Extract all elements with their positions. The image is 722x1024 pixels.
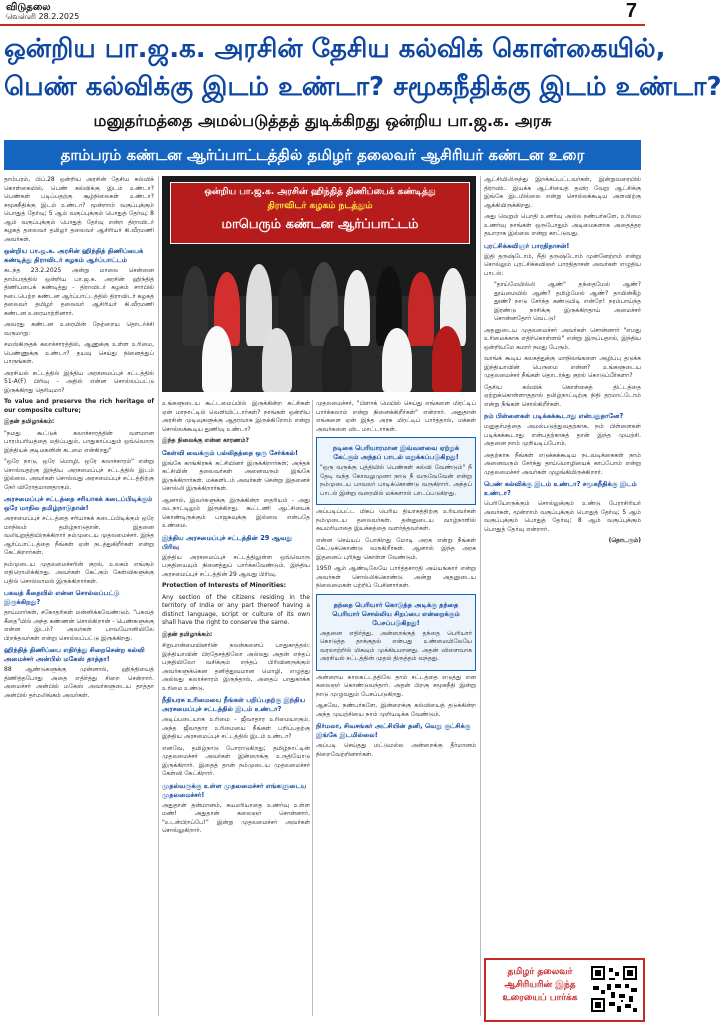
qr-line-2: ஆசிரியரின் இந்த — [504, 980, 576, 990]
box-text: அதனை எதிர்த்து, அன்றைக்குத் தந்தை பெரியார் கொடுத்த தாக்குதல் என்பது உண்மையிலேயே வரலாற்றில் மிகவும் முக்கியமானது. அதன் விளைவாக அரசியல் சட்டத்தின் முதல் திருத்தம் வந்தது. — [320, 629, 472, 662]
qr-code-icon[interactable] — [589, 964, 639, 1014]
subheading: நம் பிள்ளைகள் படிக்கக்கூடாது என்பதுதானே? — [484, 412, 624, 420]
paragraph: அன்றைய காலகட்டத்திலே தாம் சட்டத்தை எடுத்து என கலைஞர் கொண்டுவந்தார். அதன் பிறகு சமூகநீதி இன்று நாடு முழுவதும் பேசப்படுகிறது. — [316, 673, 476, 698]
column-2 — [162, 400, 310, 1016]
paragraph: "ஒரே நாடு, ஒரே மொழி, ஒரே கலாச்சாரம்" என்று சொல்வதற்கு இந்திய அரசமைப்புச் சட்டத்தில் இடம் இல்லை. அவர்கள் சொல்வது அரசமைப்புச் சட்டத்திற்கு நேர் விரோதமானதாகும். — [4, 458, 154, 491]
subheading: பெண் கல்விக்கு இடம் உண்டா? சமூகநீதிக்கு இடம் உண்டா? — [484, 480, 637, 497]
paragraph: அப்படி செய்தது மட்டுமல்ல அன்றைக்கு தீர்மானம் நிறைவேற்றினார்கள். — [316, 742, 476, 758]
column-divider — [158, 176, 159, 1016]
subheading: கேள்வி வைக்கும் பல்லிதத்தை ஒரு சேர்க்கல்! — [162, 448, 298, 457]
headline-line-1: ஒன்றிய பா.ஜ.க. அரசின் தேசிய கல்விக் கொள்கையில், — [4, 34, 666, 64]
paragraph: முதலமைச்சர், "பிளாக் மெயில் செய்து எங்களை மிரட்டிப் பார்க்கலாம் என்று நினைக்கிறீர்கள்" என்றார். அதுதான் எங்களை ஏன் இந்த அரசு மிரட்டிப் பார்த்தால், மக்கள் அவர்களை விட மாட்டார்கள். — [316, 400, 476, 433]
section-banner: தாம்பரம் கண்டன ஆர்ப்பாட்டத்தில் தமிழர் தலைவர் ஆசிரியர் கண்டன உரை — [4, 140, 641, 170]
photo-banner-line-1: ஒன்றிய பா.ஜ.க. அரசின் ஹிந்தித் திணிப்பைக் கண்டித்து — [204, 187, 436, 197]
paragraph: அதுதான் தன்மானம், சுயமரியாதை உணர்வு உள்ள மண்! அதுதான் கலைஞர் சொன்னார், "உடன்பிறப்பே!" இன்று முதலமைச்சர் அவர்கள் சொல்லுகிறார். — [162, 801, 310, 834]
sub-headline: மனுதர்மத்தை அமல்படுத்தத் துடிக்கிறது ஒன்றிய பா.ஜ.க. அரசு — [93, 111, 552, 130]
photo-banner — [170, 182, 470, 244]
paragraph: ஆனால், இவர்களுக்கு இருக்கின்ற தைரியம் - அது வடநாட்டிலும் இருக்கிறது. கூட்டணி ஆட்சியைக் கொண்டிருக்கும் பாஜகவுக்கு இல்லை என்பதே உண்மை. — [162, 496, 310, 529]
paragraph: ஆகவே, நண்பர்களே, இன்றைக்கு கல்வியைத் தடுக்கின்ற அந்த முயற்சியை நாம் முறியடிக்க வேண்டும். — [316, 702, 476, 718]
person — [262, 328, 292, 392]
person — [182, 266, 208, 346]
subheading: பகவத் கீதையில் என்ன சொல்லப்பட்டு இருக்கிறது? — [4, 589, 120, 606]
person — [408, 272, 434, 346]
continued-label: (தொடரும்) — [608, 537, 641, 544]
page-number: 7 — [625, 0, 637, 22]
paragraph: நம்முடைய முதலமைச்சரின் குரல், உலகம் எங்கும் எதிரொலிக்கிறது. அவர்கள் கேட்கும் கேள்விகளுக்கு பதில் சொல்லாமல் இருக்கிறார்கள். — [4, 560, 154, 585]
paragraph: "நமது கூட்டுக் கலாச்சாரத்தின் வளமான பாரம்பரியத்தை மதிப்பதும், பாதுகாப்பதும் ஒவ்வொரு இந்தியக் குடிமகனின் கடமை என்கிறது" — [4, 429, 154, 454]
paragraph: வாங்க் கூடிய கலகத்துக்கு மாநிலங்களை அழிப்பு தடுக்க இந்தியாவின் பெருமை என்ன? உங்களுடைய முதலமைச்சர் நீங்கள் தொடர்ந்து குரல் கொடுப்பீர்களா? — [484, 355, 641, 379]
column-divider — [480, 176, 481, 1016]
highlight-box — [316, 437, 476, 505]
paragraph: இந்த நிலைக்கு என்ன காரணம்? — [162, 437, 249, 444]
paragraph: என்ன செய்யப் போகிறது மோடி அரசு என்று நீங்கள் கேட்டுக்கொண்டு வருகிறீர்கள். ஆனால் இந்த அரசு இதனைப் புரிந்து கொள்ள வேண்டும். — [316, 536, 476, 561]
subheading: அரசமைப்புச் சட்டத்தை சரியாகக் கடைப்பிடிக்கும் ஒரே மாநில தமிழ்நாடுதான்! — [4, 495, 153, 512]
paragraph: ஆட்சியிலிருந்து இறக்கப்பட்டவர்கள், இன்றுவரையில் திராவிட இயக்க ஆட்சியைத் தவிர வேறு ஆட்சிக்கு இங்கே இடமில்லை என்று சொல்லக்கூடிய அளவிற்கு ஆக்கியிருக்கிறது. — [484, 176, 641, 209]
paragraph: அவரது கண்டன உரையின் நேற்றைய தொடர்ச்சி வருமாறு: — [4, 321, 154, 337]
paragraph: தேசிய கல்விக் கொள்கைத் திட்டத்தை ஏற்றுக்கொள்ளாததால் தமிழ்நாட்டிற்கு நிதி தரமாட்டோம் என்று நீங்கள் சொல்கிறீர்கள். — [484, 383, 641, 408]
subheading: ஒன்றிய பா.ஜ.க. அரசின் ஹிந்தித் திணிப்பைக் கண்டித்து திராவிடர் கழகம் ஆர்ப்பாட்டம் — [4, 247, 144, 264]
english-quote: Any section of the citizens residing in the territory of India or any part thereof having a distinct language, script or culture of its own shall have the right to conserve the same. — [162, 593, 310, 626]
box-title: தந்தை பெரியார் கொடுத்த அடிக்கு தந்தை பெரியார் சொல்லிய சிறப்பை என்றைக்கும் பேசப்படுகிறது! — [332, 600, 460, 627]
column-divider — [312, 400, 313, 1016]
paragraph: சமஸ்கிருதக் கலாச்சாரத்தில், ஆணுக்கு உள்ள உரிமை, பெண்ணுக்கு உண்டா? தயவு செய்து நினைத்துப் பாருங்கள். — [4, 341, 154, 365]
poem: "தாய்மேயில்லி ஆண்" தந்தைமேல் ஆண்? தூய்மையில் ஆண்? தமிழ்மேல் ஆண்? தாயின்கீழ் தூண்? நாடு சேர்ந்த கண்டுபிடி என்றே! நரம்பாய்ந்த இரண்டு நாசிக்கு இருக்கிறதாய் அமைச்சர் சொன்னதோர் வெட்டு! — [494, 281, 641, 322]
paragraph: அப்படிப்பட்ட மிகப் பெரிய தியாகத்திற்கு உரியவர்கள் நம்முடைய தலைவர்கள். தன்னுடைய வாழ்நாளில் சுயமரியாதை இயக்கத்தை வளர்த்தவர்கள். — [316, 508, 476, 532]
newspaper-name: விடுதலை — [6, 2, 51, 13]
paragraph: 1950 ஆம் ஆண்டிலேயே பார்த்தசாரதி அய்யங்கார் என்று அவர்கள் சொல்லிக்கொண்டு அன்று அதனுடைய நிலைமைகள் பற்றிப் பேசினார்கள். — [316, 565, 476, 589]
column-3 — [316, 400, 476, 1016]
qr-promo-box[interactable] — [484, 958, 645, 1022]
english-heading: Protection of Interests of Minorities: — [162, 582, 286, 589]
subheading: முதல்வருக்கு உள்ள முதலமைச்சர் எங்களுடைய முதலமைச்சர்! — [162, 781, 307, 799]
paragraph: அரசமைப்புச் சட்டத்தை சரியாகக் கடைப்பிடிக்கும் ஒரே மாநிலம் தமிழ்நாடுதான். இதனை வலியுறுத்தியிருக்கிறார் நம்முடைய முதலமைச்சர். இந்த ஆர்ப்பாட்டத்தை நீங்கள் ஏன் நடத்துகிறீர்கள் என்று கேட்கிறார்கள். — [4, 515, 154, 556]
paragraph: இதி தருஷ்டோம், நீதி தருஷ்டோம் முன்னேற்றம் என்று சொல்லும் புரட்சிக்கவிஞர் பாரதிதாசன் அவர்கள் எழுதிய பாடல்: — [484, 252, 641, 277]
box-title: நடிகை பெரியாரமான இவ்வளவை ஏற்றுக் கேட்கும் அந்தப் பாடல் மறுக்கப்படுகிறது! — [332, 444, 460, 461]
paragraph: கடந்த 23.2.2025 அன்று மாலை சென்னை தாம்பரத்தில் ஒன்றிய பா.ஜ.க. அரசின் ஹிந்தித் திணிப்பைக் கண்டித்து - திராவிடர் கழகம் சார்பில் நடைபெற்ற கண்டன ஆர்ப்பாட்டத்தில் திராவிடர் கழகத் தலைவர் தமிழர் தலைவர் ஆசிரியர் கி.வீரமணி கண்டன உரையாற்றினார். — [4, 267, 154, 317]
paragraph: அடிப்படையாக உரிமை - ஜீவாதார உரிமையாகும். அந்த ஜீவாதார உரிமையை நீங்கள் பறிப்பதற்கு இந்திய அரசமைப்புச் சட்டத்தில் இடம் உண்டா? — [162, 716, 310, 740]
paragraph: பெரியோருக்கும் சொல்லுக்கும் உண்டு பேராசிரியர் அவர்கள், மூன்றாம் வகுப்புக்கும் பொதுத் தேர்வு; 5 ஆம் வகுப்புக்கும் பொதுத் தேர்வு; 8 ஆம் வகுப்புக்கும் பொதுத் தேர்வு என்றார். — [484, 500, 641, 533]
subheading: நீதியரசு உரிமையை நீங்கள் பறிப்பதற்கு இந்திய அரசமைப்புச் சட்டத்தில் இடம் உண்டா? — [162, 696, 306, 713]
paragraph: இந்திய அரசமைப்புச் சட்டத்திலுள்ள ஒவ்வொரு பகுதியையும் நினைத்துப் பார்க்கவேண்டும். இந்திய அரசமைப்புச் சட்டத்தின் 29 ஆவது பிரிவு. — [162, 553, 310, 578]
paragraph: அதற்காக நீங்கள் எடுக்கக்கூடிய நடவடிக்கைகள் நாம் அனைவரும் சேர்ந்து தாய்மொழியைக் காப்போம் என்று முதலமைச்சர் அவர்கள் முழங்கியிருக்கிறார். — [484, 451, 641, 476]
box-text: "ஒரு வருக்கு புத்தியில் பெண்கள் கல்வி வேண்டும்" நீ தேடி வந்த கோவலுமுனா நாடு நீ வருவேவேன் என்று நம்முடைய பாவலர் பாடிக்கொண்டு வருகிறார். அந்தப் பாடல் இன்று வரையில் மக்களால் பாடப்படுகிறது. — [320, 464, 472, 497]
paragraph: தாம்பரம், பிப்.28 ஒன்றிய அரசின் தேசிய கல்விக் கொள்கையில், பெண் கல்விக்கு இடம் உண்டா? பெண்கள் படிப்பதற்கு சூழ்நிலைகள் உண்டா? சமூகநீதிக்கு இடம் உண்டா? மூன்றாம் வகுப்புக்கும் பொதுத் தேர்வு; 5 ஆம் வகுப்புக்கும் பொதுத் தேர்வு; 8 ஆம் வகுப்புக்கும் பொதுத் தேர்வு என்ற திராவிடர் கழகத் தலைவர் தமிழர் தலைவர் ஆசிரியர் கி.வீரமணி அவர்கள். — [4, 176, 154, 243]
paragraph: தாய்மார்கள், சகோதரிகள் மன்னிக்கவேண்டும். "பகவத் கீதை"யில் அந்த கண்ணன் சொல்கிறான் - பெண்களுக்கு என்ன இடம்? அவர்கள் பாவயோனியிலே பிறந்தவர்கள் என்று சொல்லப்பட்டு இருக்கிறது. — [4, 609, 154, 642]
qr-line-1: தமிழர் தலைவர் — [507, 967, 573, 977]
person — [202, 326, 232, 392]
paragraph: உங்களுடைய கூட்டமைப்பில் இருக்கின்ற கட்சிகள் ஏன் மாநாட்டில் வெளியிட்டார்கள்? நாங்கள் ஒன்றிய அரசின் முடிவுகளுக்கு ஆதரவாக இருக்கிறோம் என்று சொல்லக்கூடிய துணிவு உண்டா? — [162, 400, 310, 433]
subheading: புரட்சிக்கவிஞர் பாரதிதாசன்! — [484, 241, 570, 250]
column-4 — [484, 176, 641, 952]
photo-banner-line-2: திராவிடர் கழகம் நடத்தும் — [267, 201, 373, 211]
person — [322, 326, 352, 392]
paragraph: இதன் தமிழாக்கம்: — [162, 630, 213, 638]
qr-promo-text — [490, 966, 590, 1005]
headline-line-2: பெண் கல்விக்கு இடம் உண்டா? சமூகநீதிக்கு இடம் உண்டா? — [4, 72, 722, 102]
subheading: ஹிந்தித் திணிப்பை எதிர்த்து சிறைசென்ற கல்வி அமைச்சர் அன்பில் மகேஸ் தாத்தா! — [4, 646, 145, 663]
subheading: நிர்மலா, சிவசங்கர் அட்சியின் தனி, வெறு குட்சிக்கு இங்கே இடமில்லை! — [316, 722, 471, 739]
paragraph: அதனுடைய முதலமைச்சர் அவர்கள் சொன்னார் "எமது உரிமைக்காக எதிர்கொள்ளல்" என்று இருப்பதால், இந்திய ஒன்றியமே சுமார் நமது பேரும். — [484, 326, 641, 351]
paragraph: இங்கே காங்கிரசுக் கட்சியினர் இருக்கிறார்கள்; அந்தக் கட்சியின் தலைவர்கள் அனைவரும் இங்கே இருக்கிறார்கள். மக்களிடம் அவர்கள் சென்று இதனைச் சொல்லி இருக்கிறார்கள். — [162, 459, 310, 492]
masthead — [0, 0, 645, 26]
paragraph: 88 ஆண்டுகளுக்கு முன்னால், ஹிந்தியைத் திணித்தபோது அதை எதிர்த்து சிறை சென்றார். அமைச்சர் அன்பில் மகேஸ் அவர்களுடைய தாத்தா அன்பில் தர்மலிங்கம் அவர்கள். — [4, 666, 154, 699]
paragraph: அது வெறும் பொதி உணர்வு அல்ல நண்பர்களே, உரிமை உணர்வு நாங்கள் ஒருபோதும் அடிமைகளாக அதைத்தர தயாராக இல்லை என்று காட்டுவது. — [484, 213, 641, 237]
event-photo — [162, 176, 476, 392]
paragraph: சிறுபான்மையினரின் நலன்களைப் பாதுகாத்தல்: இந்தியாவின் பிரதேசத்திலோ அல்லது அதன் எந்தப் பகுதியிலோ வசிக்கும் எந்தப் பிரிவினருக்கும் அவர்களுக்கென தனித்துவமான மொழி, எழுத்து அல்லது கலாச்சாரம் இருந்தால், அதைப் பாதுகாக்க உரிமை உண்டு. — [162, 642, 310, 692]
paragraph: மனுதர்மத்தை அமல்படுத்துவதற்காக, நம் பிள்ளைகள் படிக்கக்கூடாது என்பதற்காகத் தான் இந்த முயற்சி. அதனை நாம் முறியடிப்போம். — [484, 423, 641, 447]
paragraph: எனவே, தமிழ்நாடு போராடுகிறது; தமிழ்நாட்டின் முதலமைச்சர் அவர்கள் இன்றைக்கு உருதியோடு இருக்கிறார். இதைத் தான் நம்முடைய முதலமைச்சர் கேள்வி கேட்கிறார். — [162, 744, 310, 777]
paragraph: இதன் தமிழாக்கம்: — [4, 418, 55, 425]
column-1 — [4, 176, 154, 1016]
person — [382, 328, 412, 392]
photo-banner-line-3: மாபெரும் கண்டன ஆர்ப்பாட்டம் — [221, 217, 419, 232]
highlight-box — [316, 594, 476, 671]
english-quote: To value and preserve the rich heritage of our composite culture; — [4, 398, 154, 414]
issue-date: வெள்ளி 28.2.2025 — [6, 12, 80, 21]
person — [344, 270, 370, 346]
qr-line-3: உரையைப் பார்க்க — [502, 993, 578, 1003]
person — [432, 326, 462, 392]
subheading: இந்திய அரசமைப்புச் சட்டத்தின் 29 ஆவது பிரிவு — [162, 533, 293, 551]
paragraph: அரசியல் சட்டத்தில் இந்திய அரசமைப்புச் சட்டத்தில் 51-A(F) பிரிவு - அதில் என்ன சொல்லப்பட்டு இருக்கிறது தெரியுமா? — [4, 369, 154, 394]
